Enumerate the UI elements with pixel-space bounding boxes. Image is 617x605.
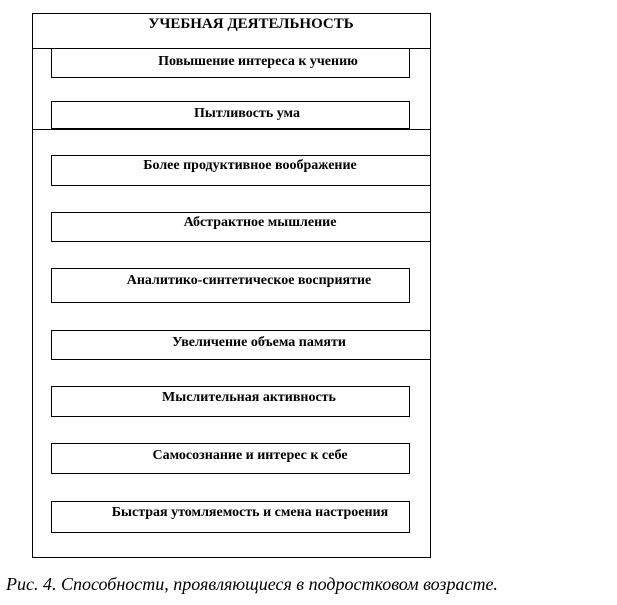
ability-label-1: Повышение интереса к учению (158, 54, 358, 69)
ability-label-3: Более продуктивное воображение (143, 158, 357, 173)
frame-step-top (32, 129, 430, 130)
diagram-title: УЧЕБНАЯ ДЕЯТЕЛЬНОСТЬ (148, 16, 354, 32)
ability-label-7: Мыслительная активность (162, 390, 336, 405)
ability-label-2: Пытливость ума (194, 106, 300, 121)
ability-label-4: Абстрактное мышление (183, 215, 337, 230)
ability-label-5: Аналитико-синтетическое восприятие (126, 273, 372, 288)
ability-label-6: Увеличение объема памяти (172, 335, 346, 350)
ability-label-8: Самосознание и интерес к себе (152, 448, 348, 463)
figure-caption: Рис. 4. Способности, проявляющиеся в подростковом возрасте. (6, 574, 498, 594)
ability-label-9: Быстрая утомляемость и смена настроения (111, 505, 389, 520)
